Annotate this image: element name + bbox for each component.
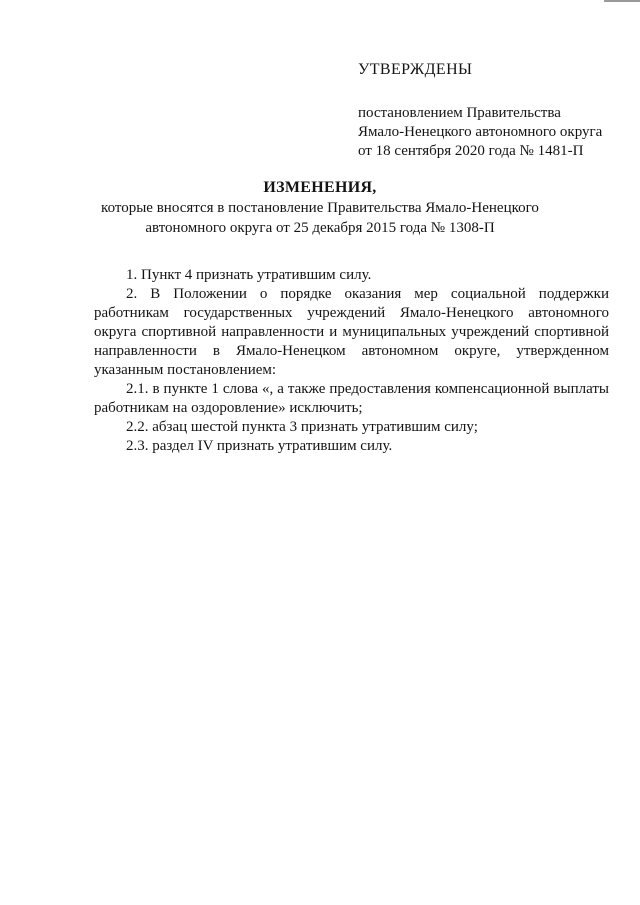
document-subtitle-line: автономного округа от 25 декабря 2015 года № 1308-П (145, 220, 495, 236)
document-heading (0, 178, 640, 238)
approval-line: от 18 сентября 2020 года № 1481-П (358, 143, 584, 159)
paragraph-item-2-2: 2.2. абзац шестой пункта 3 признать утратившим силу; (126, 419, 478, 435)
approval-resolution (358, 104, 628, 161)
approval-title: УТВЕРЖДЕНЫ (358, 61, 473, 78)
document-subtitle-line: которые вносятся в постановление Правительства Ямало-Ненецкого (101, 200, 539, 216)
approval-block (358, 60, 628, 161)
page-edge-mark (604, 0, 640, 2)
paragraph-item-2: 2. В Положении о порядке оказания мер социальной поддержки работникам государственных учреждений Ямало-Ненецкого автономного округа спортивной направленности и муниципальных учреждений спортивной направленности в Ямало-Ненецком автономном округе, утвержденном указанным постановлением: (94, 286, 609, 378)
paragraph-item-1: 1. Пункт 4 признать утратившим силу. (126, 267, 372, 283)
document-title: ИЗМЕНЕНИЯ, (263, 179, 377, 196)
paragraph-item-2-3: 2.3. раздел IV признать утратившим силу. (126, 438, 393, 454)
approval-line: постановлением Правительства (358, 105, 561, 121)
approval-line: Ямало-Ненецкого автономного округа (358, 124, 603, 140)
document-body (94, 266, 609, 456)
paragraph-item-2-1: 2.1. в пункте 1 слова «, а также предоставления компенсационной выплаты работникам на оздоровление» исключить; (94, 381, 609, 416)
